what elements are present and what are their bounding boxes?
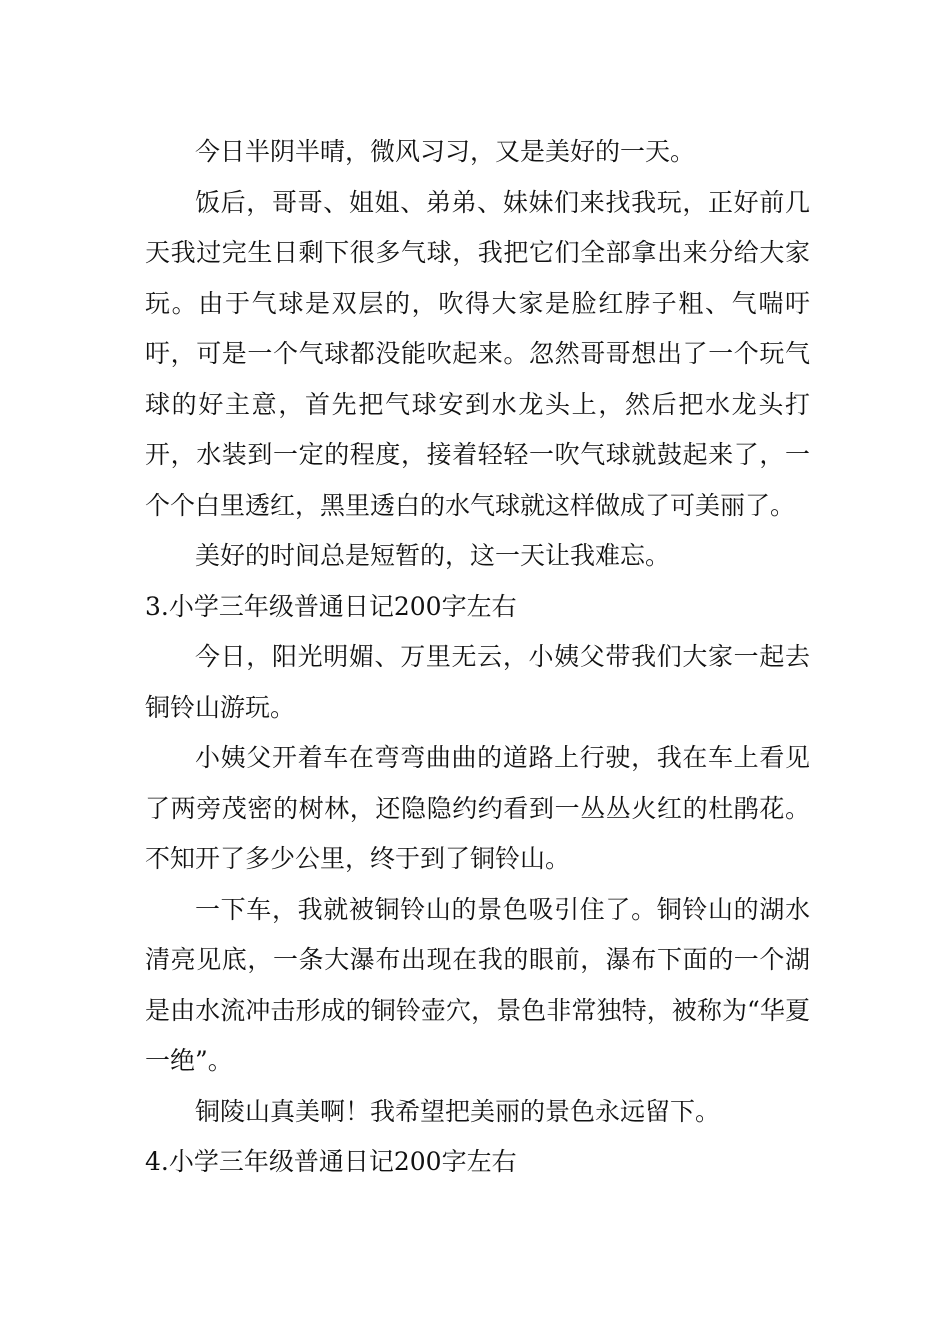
paragraph-water-balloons: 饭后，哥哥、姐姐、弟弟、妹妹们来找我玩，正好前几天我过完生日剩下很多气球，我把它们全部拿出来分给大家玩。由于气球是双层的，吹得大家是脸红脖子粗、气喘吁吁，可是一个气球都没能吹起来。忽然哥哥想出了一个玩气球的好主意，首先把气球安到水龙头上，然后把水龙头打开，水装到一定的程度，接着轻轻一吹气球就鼓起来了，一个个白里透红，黑里透白的水气球就这样做成了可美丽了。 [145, 187, 810, 520]
section-heading-3: 3.小学三年级普通日记200字左右 [145, 591, 517, 621]
paragraph-weather: 今日半阴半晴，微风习习，又是美好的一天。 [195, 137, 696, 166]
section-heading-4: 4.小学三年级普通日记200字左右 [145, 1147, 517, 1176]
paragraph-conclusion: 铜陵山真美啊！我希望把美丽的景色永远留下。 [195, 1096, 721, 1126]
paragraph-scenery: 一下车，我就被铜铃山的景色吸引住了。铜铃山的湖水清亮见底，一条大瀑布出现在我的眼前，瀑布下面的一个湖是由水流冲击形成的铜铃壶穴，景色非常独特，被称为“华夏一绝”。 [145, 894, 810, 1075]
paragraph-trip-intro: 今日，阳光明媚、万里无云，小姨父带我们大家一起去铜铃山游玩。 [145, 642, 810, 722]
paragraph-drive: 小姨父开着车在弯弯曲曲的道路上行驶，我在车上看见了两旁茂密的树林，还隐隐约约看到一丛丛火红的杜鹃花。不知开了多少公里，终于到了铜铃山。 [145, 743, 810, 873]
paragraph-memorable-day: 美好的时间总是短暂的，这一天让我难忘。 [195, 541, 671, 570]
document-body [145, 127, 810, 1188]
